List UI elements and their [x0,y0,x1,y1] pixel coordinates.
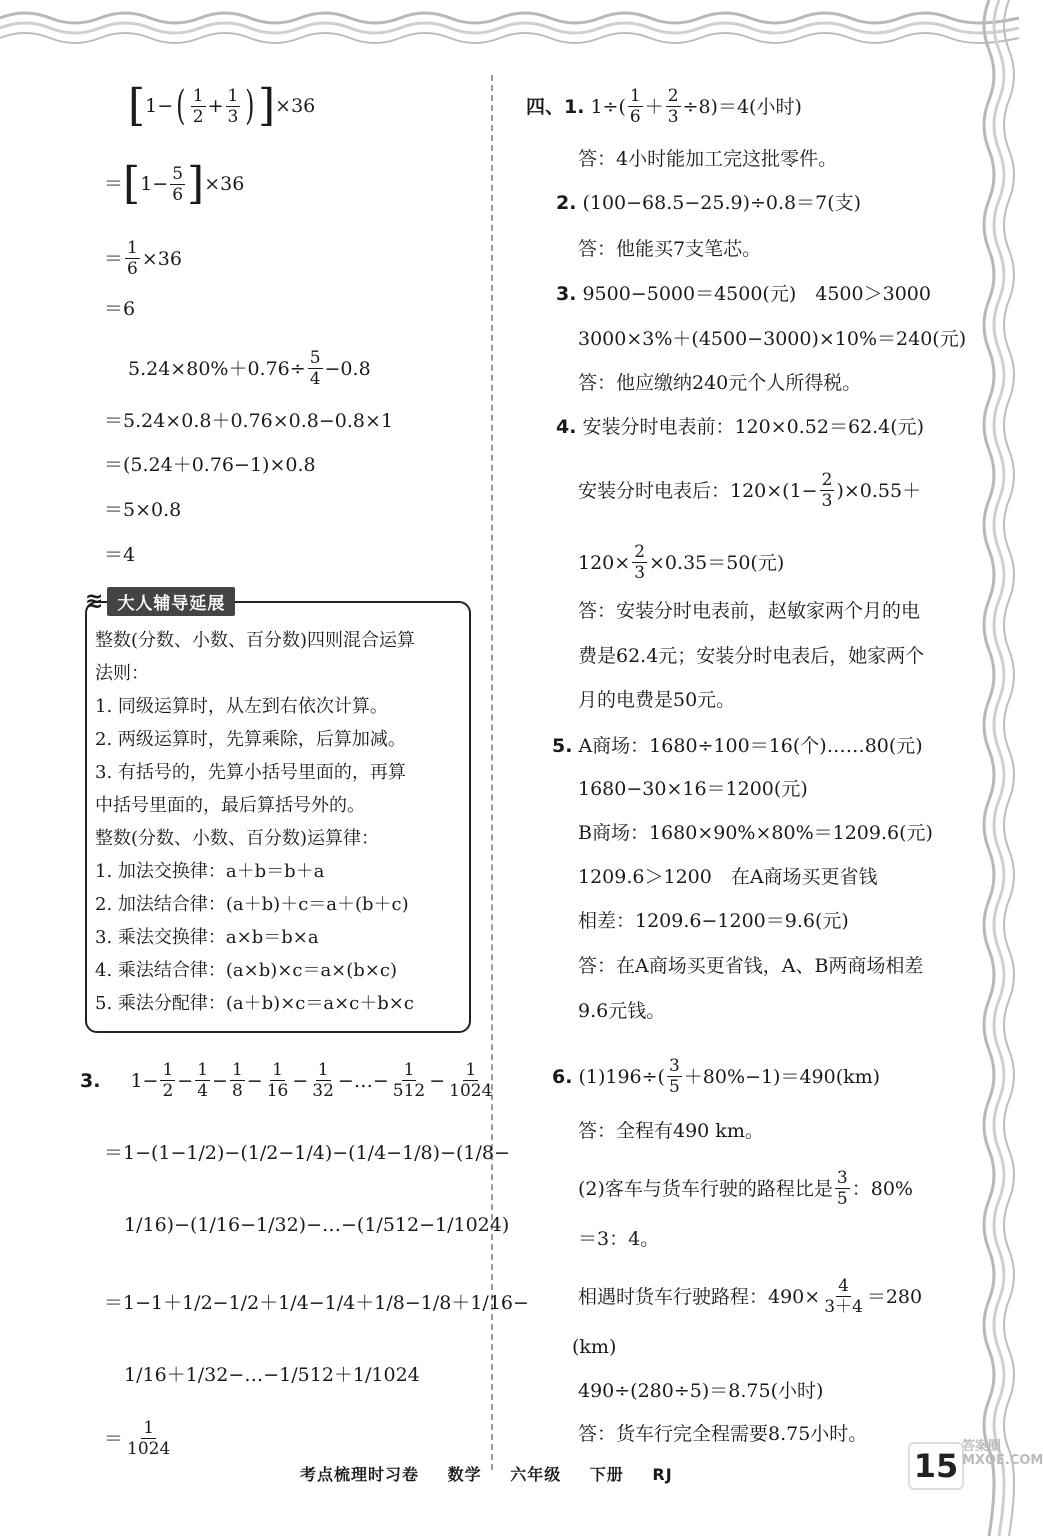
calc1-line4: ＝6 [104,298,136,320]
calc3-line4: ＝1−1＋1/2−1/2＋1/4−1/4＋1/8−1/8＋1/16− [104,1292,529,1314]
q6-line1: 6. (1)196÷( $\frac{3}{5}$ ＋80%−1)＝490(km) [552,1056,881,1097]
q6-answer-1: 答：全程有490 km。 [578,1120,764,1142]
q4-answer-1: 答：安装分时电表前，赵敏家两个月的电 [578,600,921,622]
tip-line: 整数(分数、小数、百分数)运算律： [95,828,380,849]
q4-answer-2: 费是62.4元；安装分时电表后，她家两个 [578,645,925,667]
tip-line: 2. 加法结合律：(a＋b)＋c＝a＋(b＋c) [95,894,409,915]
q1-expression: 四、1. 1÷( $\frac{1}{6}$ ＋ $\frac{2}{3}$ ÷8)＝4(小时) [526,86,802,127]
q6-answer-2: 答：货车行完全程需要8.75小时。 [578,1423,868,1445]
q1-answer: 答：4小时能加工完这批零件。 [578,148,838,170]
q3-answer: 答：他应缴纳240元个人所得税。 [578,372,862,394]
q6-line2: (2)客车与货车行驶的路程比是 $\frac{3}{5}$ ：80% [578,1168,913,1209]
q5-line4: 1209.6＞1200 在A商场买更省钱 [578,866,878,888]
tip-line: 1. 同级运算时，从左到右依次计算。 [95,696,388,717]
calc1-line3: ＝ $\frac{1}{6}$ ×36 [104,238,182,279]
q4-answer-3: 月的电费是50元。 [578,689,736,711]
q6-line4: 相遇时货车行驶路程：490× $\frac{4}{3+4}$ ＝280 [578,1276,923,1317]
tip-line: 2. 两级运算时，先算乘除，后算加减。 [95,729,406,750]
calc1-line2: ＝ [ 1− $\frac{5}{6}$ ] ×36 [104,158,245,209]
edition: RJ [652,1465,673,1484]
tip-header [85,586,235,616]
calc3-line2: ＝1−(1−1/2)−(1/2−1/4)−(1/4−1/8)−(1/8− [104,1142,510,1164]
tip-line: 1. 加法交换律：a＋b＝b＋a [95,861,325,882]
calc2-line1: 5.24×80%＋0.76÷ $\frac{5}{4}$ −0.8 [128,348,371,389]
calc2-line5: ＝4 [104,544,136,566]
watermark: 答案圈 MXQE.COM [962,1439,1043,1468]
q4-line3: 120× $\frac{2}{3}$ ×0.35＝50(元) [578,542,785,583]
q2-answer: 答：他能买7支笔芯。 [578,238,762,260]
tip-title: 大人辅导延展 [107,587,235,616]
tip-line: 法则： [95,663,149,684]
q3-line2: 3000×3%＋(4500−3000)×10%＝240(元) [578,328,967,350]
tip-line: 5. 乘法分配律：(a＋b)×c＝a×c＋b×c [95,993,414,1014]
calc3-line5: 1/16＋1/32−…−1/512＋1/1024 [124,1364,420,1386]
question-number: 3. [80,1069,101,1092]
q6-line5: (km) [572,1336,617,1358]
q6-line6: 490÷(280÷5)＝8.75(小时) [578,1380,824,1402]
q6-line3: ＝3：4。 [578,1228,660,1250]
q5-answer-2: 9.6元钱。 [578,1000,666,1022]
q4-line1: 4. 安装分时电表前：120×0.52＝62.4(元) [556,416,925,438]
volume: 下册 [589,1465,624,1484]
calc2-line4: ＝5×0.8 [104,499,182,521]
q5-answer-1: 答：在A商场买更省钱，A、B两商场相差 [578,955,924,977]
q5-line3: B商场：1680×90%×80%＝1209.6(元) [578,822,933,844]
tip-line: 整数(分数、小数、百分数)四则混合运算 [95,630,416,651]
q5-line5: 相差：1209.6−1200＝9.6(元) [578,910,849,932]
q4-line2: 安装分时电表后：120×(1− $\frac{2}{3}$ )×0.55＋ [578,470,922,511]
calc3-line3: 1/16)−(1/16−1/32)−…−(1/512−1/1024) [124,1214,510,1236]
q5-line1: 5. A商场：1680÷100＝16(个)……80(元) [552,735,923,757]
wave-icon: ≋ [85,588,104,614]
q3-line1: 3. 9500−5000＝4500(元) 4500＞3000 [556,283,931,305]
tip-line: 4. 乘法结合律：(a×b)×c＝a×(b×c) [95,960,397,981]
tip-line: 中括号里面的，最后算括号外的。 [95,795,365,816]
calc3-line1: 3. 1− $\frac{1}{2}$ − $\frac{1}{4}$ − $\frac{1}{8}$ − $\frac{1}{16}$ − $\frac{1}{32}$ −…− $\frac{1}{512}$ − $\frac{1}{1024}$ [80,1060,493,1101]
q2-expression: 2. (100−68.5−25.9)÷0.8＝7(支) [556,192,862,214]
tip-line: 3. 有括号的，先算小括号里面的，再算 [95,762,406,783]
calc1-line1: [ 1 − ( $\frac{1}{2}$ + $\frac{1}{3}$ ) ] ×36 [128,80,316,131]
book-title: 考点梳理时习卷 [300,1465,420,1484]
subject: 数学 [447,1465,482,1484]
calc2-line3: ＝(5.24＋0.76−1)×0.8 [104,454,316,476]
calc2-line2: ＝5.24×0.8＋0.76×0.8−0.8×1 [104,410,394,432]
page-footer [300,1462,695,1485]
column-divider [491,75,493,1470]
calc3-line6: ＝ $\frac{1}{1024}$ [104,1418,171,1459]
page-number: 15 [908,1442,964,1490]
grade: 六年级 [510,1465,562,1484]
q5-line2: 1680−30×16＝1200(元) [578,778,808,800]
tip-line: 3. 乘法交换律：a×b＝b×a [95,927,319,948]
